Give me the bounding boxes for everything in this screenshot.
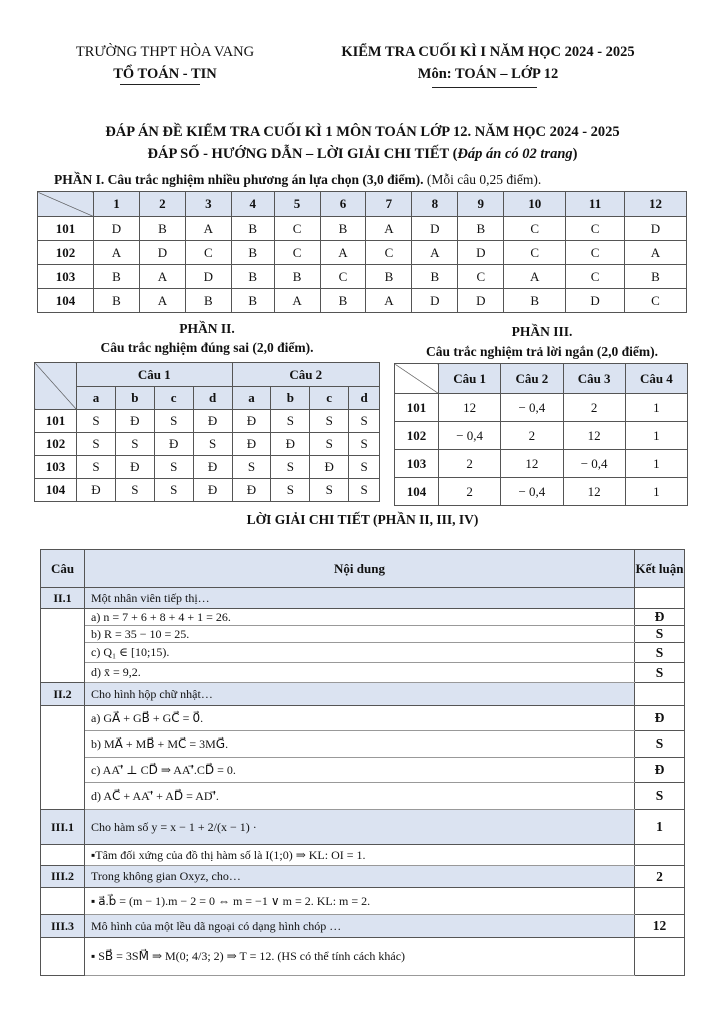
sub-answer-text: [85, 731, 635, 758]
exam-code: 102: [38, 241, 94, 265]
answer-cell: C: [274, 241, 320, 265]
part3-subtitle: Câu trắc nghiệm trả lời ngắn (2,0 điểm).: [425, 344, 659, 359]
part2-subcol-header: a: [77, 387, 116, 410]
answer-cell: D: [412, 217, 458, 241]
answer-cell: S: [349, 410, 380, 433]
exam-code: 103: [35, 456, 77, 479]
question-result: [635, 588, 685, 609]
part3-col-header: Câu 4: [625, 364, 687, 394]
sub-answer-text: [85, 643, 635, 663]
sub-answer-math: c) AA'⃗ ⊥ CD⃗ ⇒ AA'⃗.CD⃗ = 0.: [91, 762, 236, 777]
part3-row: [395, 478, 688, 506]
answer-cell: B: [231, 289, 274, 313]
part2-group-row: [35, 363, 380, 387]
sub-answer-result: S: [635, 626, 685, 643]
solution-stem-row: [41, 915, 685, 938]
part1-col-header: 9: [458, 192, 504, 217]
sub-answer-math: b) MA⃗ + MB⃗ + MC⃗ = 3MG⃗.: [91, 736, 229, 751]
part1-row: [38, 289, 687, 313]
part1-row: [38, 241, 687, 265]
solution-stem-row: [41, 683, 685, 706]
sub-answer-math: d) x̄ = 9,2.: [91, 665, 141, 679]
answer-cell: D: [458, 241, 504, 265]
part1-col-header: 8: [412, 192, 458, 217]
part2-group-header: Câu 1: [77, 363, 233, 387]
solution-stem-row: [41, 810, 685, 845]
answer-key-title: ĐÁP ÁN ĐỀ KIỂM TRA CUỐI KÌ 1 MÔN TOÁN LỚP 12. NĂM HỌC 2024 - 2025: [105, 124, 620, 140]
subject-underline: [432, 87, 537, 88]
question-id: II.2: [41, 683, 85, 706]
sub-answer-text: [85, 609, 635, 626]
part1-row: [38, 217, 687, 241]
answer-cell: D: [185, 265, 231, 289]
question-id: III.3: [41, 915, 85, 938]
exam-code: 104: [35, 479, 77, 502]
sub-answer-text: [85, 938, 635, 976]
answer-cell: B: [320, 289, 366, 313]
solution-sub-row: [41, 845, 685, 866]
exam-code: 103: [38, 265, 94, 289]
answer-cell: 1: [625, 394, 687, 422]
answer-cell: D: [566, 289, 625, 313]
answer-cell: − 0,4: [439, 422, 501, 450]
part1-col-header: 12: [624, 192, 686, 217]
answer-cell: C: [624, 289, 686, 313]
part1-col-header: 4: [231, 192, 274, 217]
sub-answer-math: c) Q₁ ∈ [10;15).: [91, 645, 170, 659]
answer-cell: S: [193, 433, 232, 456]
subtitle-main: ĐÁP SỐ - HƯỚNG DẪN – LỜI GIẢI CHI TIẾT (: [147, 146, 458, 162]
answer-cell: 2: [563, 394, 625, 422]
answer-cell: S: [349, 456, 380, 479]
part2-row: [35, 456, 380, 479]
part3-col-header: Câu 3: [563, 364, 625, 394]
question-stem: Mô hình của một lều dã ngoại có dạng hình chóp …: [85, 915, 635, 938]
sub-answer-result: [635, 845, 685, 866]
exam-name: KIỂM TRA CUỐI KÌ I NĂM HỌC 2024 - 2025: [341, 44, 635, 60]
question-id-spacer: [41, 845, 85, 866]
answer-cell: S: [115, 479, 154, 502]
answer-cell: Đ: [115, 410, 154, 433]
answer-cell: S: [271, 456, 310, 479]
part1-header-row: [38, 192, 687, 217]
answer-cell: B: [320, 217, 366, 241]
part3-col-header: Câu 1: [439, 364, 501, 394]
answer-cell: − 0,4: [501, 478, 563, 506]
answer-cell: B: [231, 241, 274, 265]
subtitle-italic: Đáp án có 02 trang: [457, 146, 573, 162]
question-id: III.2: [41, 866, 85, 888]
question-id-spacer: [41, 706, 85, 810]
part1-table: [37, 191, 687, 313]
answer-cell: Đ: [193, 456, 232, 479]
answer-cell: S: [310, 410, 349, 433]
part2-group-header: Câu 2: [232, 363, 380, 387]
answer-cell: 1: [625, 422, 687, 450]
group-underline: [120, 84, 200, 85]
sub-answer-result: Đ: [635, 609, 685, 626]
solution-stem-row: [41, 866, 685, 888]
sub-answer-result: Đ: [635, 706, 685, 731]
answer-cell: 12: [563, 478, 625, 506]
part1-col-header: 2: [139, 192, 185, 217]
answer-cell: A: [320, 241, 366, 265]
answer-cell: B: [624, 265, 686, 289]
sub-answer-text: [85, 626, 635, 643]
answer-cell: S: [77, 456, 116, 479]
answer-cell: − 0,4: [501, 394, 563, 422]
exam-code: 102: [395, 422, 439, 450]
answer-cell: C: [504, 217, 566, 241]
answer-cell: B: [274, 265, 320, 289]
answer-cell: B: [94, 289, 140, 313]
part2-corner-cell: [35, 363, 77, 410]
answer-cell: D: [412, 289, 458, 313]
answer-cell: 12: [501, 450, 563, 478]
answer-cell: Đ: [232, 433, 271, 456]
answer-cell: 12: [563, 422, 625, 450]
answer-cell: S: [154, 456, 193, 479]
answer-cell: A: [274, 289, 320, 313]
exam-code: 101: [38, 217, 94, 241]
question-result: 2: [635, 866, 685, 888]
part1-heading-note: (Mỗi câu 0,25 điểm).: [423, 172, 542, 187]
answer-cell: A: [139, 289, 185, 313]
answer-cell: S: [154, 410, 193, 433]
part1-heading-bold: PHẦN I. Câu trắc nghiệm nhiều phương án lựa chọn (3,0 điểm).: [54, 172, 424, 187]
exam-code: 101: [395, 394, 439, 422]
answer-cell: B: [94, 265, 140, 289]
sub-answer-math: a) GA⃗ + GB⃗ + GC⃗ = 0⃗.: [91, 710, 204, 725]
answer-cell: Đ: [193, 479, 232, 502]
part1-col-header: 10: [504, 192, 566, 217]
sub-answer-result: [635, 938, 685, 976]
answer-cell: D: [94, 217, 140, 241]
question-id-spacer: [41, 938, 85, 976]
part3-row: [395, 450, 688, 478]
answer-cell: Đ: [232, 410, 271, 433]
solution-sub-row: [41, 663, 685, 683]
solutions-table: [40, 549, 685, 976]
answer-cell: 1: [625, 478, 687, 506]
answer-cell: C: [458, 265, 504, 289]
answer-cell: Đ: [271, 433, 310, 456]
answer-cell: C: [566, 265, 625, 289]
question-result: 1: [635, 810, 685, 845]
part3-col-header: Câu 2: [501, 364, 563, 394]
question-result: [635, 683, 685, 706]
solution-sub-row: [41, 609, 685, 626]
exam-code: 104: [38, 289, 94, 313]
answer-cell: A: [94, 241, 140, 265]
answer-cell: S: [77, 410, 116, 433]
exam-code: 102: [35, 433, 77, 456]
solution-sub-row: [41, 758, 685, 783]
sub-answer-result: S: [635, 663, 685, 683]
answer-cell: B: [504, 289, 566, 313]
answer-cell: C: [566, 241, 625, 265]
answer-cell: C: [320, 265, 366, 289]
question-id: II.1: [41, 588, 85, 609]
answer-cell: S: [77, 433, 116, 456]
part2-subcol-header: d: [349, 387, 380, 410]
solution-sub-row: [41, 706, 685, 731]
sub-answer-text: [85, 706, 635, 731]
subtitle-end: ): [572, 146, 578, 162]
part2-subcol-row: [35, 387, 380, 410]
part2-table: [34, 362, 380, 502]
answer-cell: B: [185, 289, 231, 313]
solution-sub-row: [41, 783, 685, 810]
part3-corner-cell: [395, 364, 439, 394]
solution-sub-row: [41, 643, 685, 663]
group-name: TỔ TOÁN - TIN: [113, 66, 217, 82]
sub-answer-note: (HS có thể tính cách khác): [274, 949, 406, 963]
answer-cell: C: [504, 241, 566, 265]
answer-cell: C: [274, 217, 320, 241]
exam-code: 101: [35, 410, 77, 433]
answer-cell: A: [624, 241, 686, 265]
solutions-heading: LỜI GIẢI CHI TIẾT (PHẦN II, III, IV): [246, 512, 479, 527]
part3-row: [395, 422, 688, 450]
answer-cell: A: [366, 289, 412, 313]
part2-subtitle: Câu trắc nghiệm đúng sai (2,0 điểm).: [100, 340, 314, 355]
sub-answer-text: [85, 758, 635, 783]
answer-cell: C: [566, 217, 625, 241]
question-result: 12: [635, 915, 685, 938]
part2-row: [35, 410, 380, 433]
answer-cell: Đ: [77, 479, 116, 502]
answer-cell: B: [458, 217, 504, 241]
answer-cell: D: [458, 289, 504, 313]
part2-row: [35, 433, 380, 456]
sub-answer-math: b) R = 35 − 10 = 25.: [91, 626, 190, 641]
sub-answer-result: S: [635, 783, 685, 810]
solution-sub-row: [41, 626, 685, 643]
answer-cell: 2: [439, 478, 501, 506]
exam-code: 104: [395, 478, 439, 506]
part2-title: PHẦN II.: [179, 321, 235, 336]
answer-cell: Đ: [232, 479, 271, 502]
solution-stem-row: [41, 588, 685, 609]
answer-cell: 1: [625, 450, 687, 478]
question-stem: Cho hình hộp chữ nhật…: [85, 683, 635, 706]
part1-corner-cell: [38, 192, 94, 217]
part3-table: [394, 363, 688, 506]
answer-cell: Đ: [193, 410, 232, 433]
answer-cell: S: [154, 479, 193, 502]
question-id-spacer: [41, 609, 85, 683]
answer-cell: 2: [439, 450, 501, 478]
part2-row: [35, 479, 380, 502]
subject-name: Môn: TOÁN – LỚP 12: [417, 66, 559, 82]
sub-answer-text: [85, 845, 635, 866]
answer-cell: D: [624, 217, 686, 241]
col-question-header: Câu: [41, 550, 85, 588]
part1-row: [38, 265, 687, 289]
sub-answer-text: [85, 783, 635, 810]
sub-answer-math: ▪Tâm đối xứng của đồ thị hàm số là I(1;0) ⇒ KL: OI = 1.: [91, 847, 366, 862]
answer-cell: Đ: [154, 433, 193, 456]
answer-cell: Đ: [115, 456, 154, 479]
question-id-spacer: [41, 888, 85, 915]
answer-cell: B: [231, 217, 274, 241]
question-stem: Một nhân viên tiếp thị…: [85, 588, 635, 609]
sub-answer-result: S: [635, 643, 685, 663]
sub-answer-math: ▪ SB⃗ = 3SM⃗ ⇒ M(0; 4/3; 2) ⇒ T = 12.: [91, 949, 275, 963]
part2-subcol-header: b: [271, 387, 310, 410]
answer-cell: B: [231, 265, 274, 289]
answer-cell: B: [366, 265, 412, 289]
part1-col-header: 5: [274, 192, 320, 217]
exam-code: 103: [395, 450, 439, 478]
sub-answer-text: [85, 663, 635, 683]
solutions-header-row: [41, 550, 685, 588]
sub-answer-result: Đ: [635, 758, 685, 783]
answer-cell: S: [310, 479, 349, 502]
col-content-header: Nội dung: [85, 550, 635, 588]
answer-cell: C: [185, 241, 231, 265]
answer-cell: A: [139, 265, 185, 289]
answer-key-subtitle: [20, 146, 705, 163]
sub-answer-result: [635, 888, 685, 915]
part2-subcol-header: b: [115, 387, 154, 410]
part1-col-header: 6: [320, 192, 366, 217]
part1-col-header: 1: [94, 192, 140, 217]
part2-subcol-header: d: [193, 387, 232, 410]
answer-cell: S: [349, 479, 380, 502]
sub-answer-math: a) n = 7 + 6 + 8 + 4 + 1 = 26.: [91, 609, 231, 624]
answer-cell: S: [310, 433, 349, 456]
part2-subcol-header: c: [154, 387, 193, 410]
answer-cell: Đ: [310, 456, 349, 479]
answer-cell: B: [412, 265, 458, 289]
sub-answer-math: ▪ a⃗.b⃗ = (m − 1).m − 2 = 0 ⇔ m = −1 ∨ m = 2. KL: m = 2.: [91, 893, 371, 908]
answer-cell: 12: [439, 394, 501, 422]
question-stem: Trong không gian Oxyz, cho…: [85, 866, 635, 888]
answer-cell: S: [349, 433, 380, 456]
solution-sub-row: [41, 938, 685, 976]
question-id: III.1: [41, 810, 85, 845]
answer-cell: S: [271, 410, 310, 433]
sub-answer-text: [85, 888, 635, 915]
answer-cell: A: [412, 241, 458, 265]
col-result-header: Kết luận: [635, 550, 685, 588]
answer-cell: D: [139, 241, 185, 265]
answer-cell: S: [232, 456, 271, 479]
solution-sub-row: [41, 731, 685, 758]
answer-cell: 2: [501, 422, 563, 450]
solution-sub-row: [41, 888, 685, 915]
answer-cell: S: [271, 479, 310, 502]
answer-cell: A: [504, 265, 566, 289]
answer-cell: B: [139, 217, 185, 241]
sub-answer-math: d) AC⃗ + AA'⃗ + AD⃗ = AD'⃗.: [91, 788, 219, 803]
answer-cell: − 0,4: [563, 450, 625, 478]
answer-cell: A: [185, 217, 231, 241]
part2-subcol-header: c: [310, 387, 349, 410]
question-stem: Cho hàm số y = x − 1 + 2/(x − 1) ·: [85, 810, 635, 845]
part1-heading: [54, 172, 541, 188]
part3-header-row: [395, 364, 688, 394]
part3-row: [395, 394, 688, 422]
sub-answer-result: S: [635, 731, 685, 758]
answer-cell: S: [115, 433, 154, 456]
school-name: TRƯỜNG THPT HÒA VANG: [75, 44, 255, 60]
part1-col-header: 7: [366, 192, 412, 217]
part1-col-header: 3: [185, 192, 231, 217]
part1-col-header: 11: [566, 192, 625, 217]
answer-cell: A: [366, 217, 412, 241]
answer-cell: C: [366, 241, 412, 265]
part3-title: PHẦN III.: [511, 324, 573, 339]
part2-subcol-header: a: [232, 387, 271, 410]
